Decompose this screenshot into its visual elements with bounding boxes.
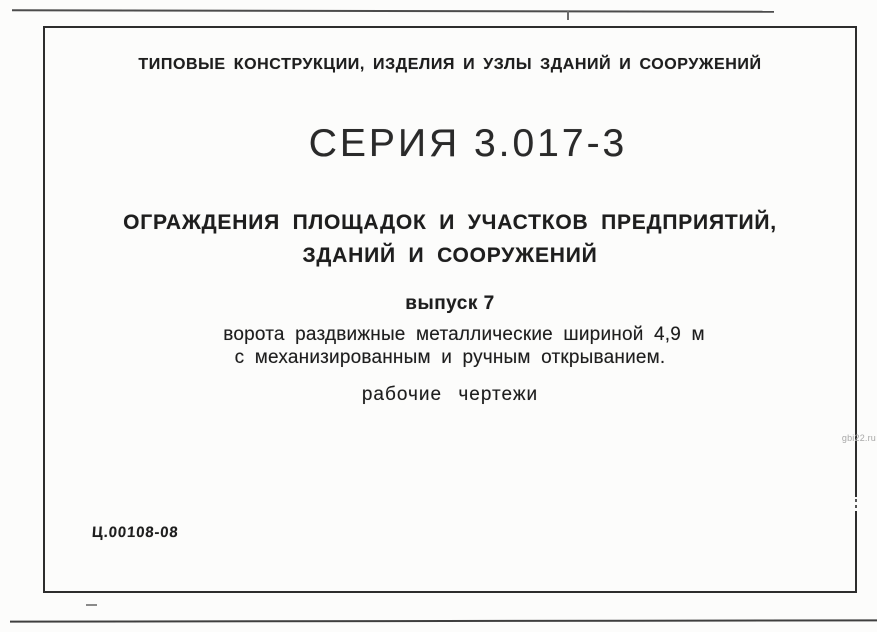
main-title-line2: ЗДАНИЙ И СООРУЖЕНИЙ [302,244,598,267]
frame-gap-dot [855,499,857,502]
frame-gap-dot [855,505,857,508]
document-code: Ц.00108-08 [91,524,180,541]
scan-bottom-rule [10,619,877,622]
site-watermark: gbi22.ru [841,433,876,443]
scan-bottom-dash-mark [86,604,97,606]
subtitle-working-drawings: рабочие чертежи [361,384,539,405]
subtitle-line2: с механизированным и ручным открыванием. [234,347,666,368]
series-title: СЕРИЯ 3.017-3 [308,122,628,165]
subtitle-line1: ворота раздвижные металлические шириной 4,9 м [223,324,705,345]
main-title-line1: ОГРАЖДЕНИЯ ПЛОЩАДОК И УЧАСТКОВ ПРЕДПРИЯТИЙ, [123,211,777,234]
scan-top-tick-mark [567,11,569,20]
issue-number-label: выпуск 7 [405,293,495,314]
document-header: ТИПОВЫЕ КОНСТРУКЦИИ, ИЗДЕЛИЯ И УЗЛЫ ЗДАНИЙ И СООРУЖЕНИЙ [138,56,762,73]
scan-top-rule [12,9,774,13]
